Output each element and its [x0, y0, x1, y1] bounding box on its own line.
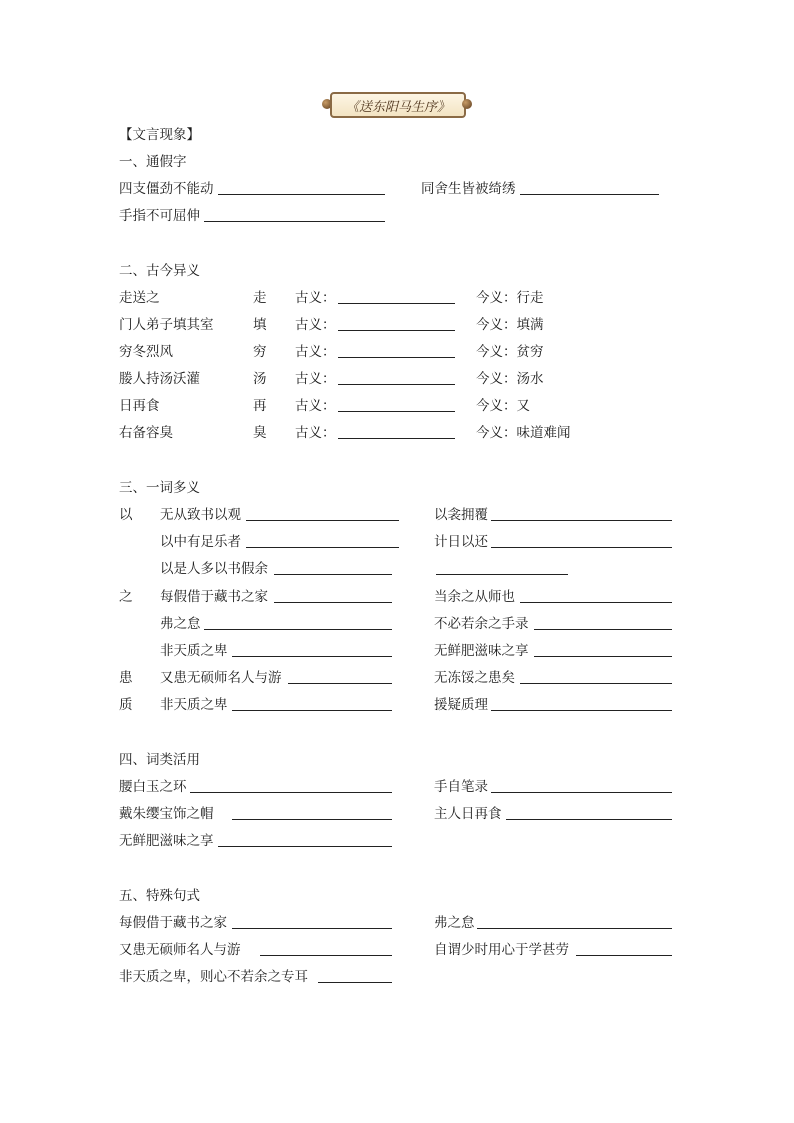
answer-blank[interactable]	[232, 656, 392, 657]
answer-blank[interactable]	[338, 438, 455, 439]
jin-meaning: 今义：又	[476, 398, 530, 414]
answer-blank[interactable]	[491, 710, 672, 711]
answer-blank[interactable]	[520, 683, 672, 684]
answer-blank[interactable]	[204, 629, 392, 630]
gujin-phrase: 右备容臭	[119, 425, 173, 441]
cilei-item: 戴朱缨宝饰之帽	[119, 806, 214, 822]
answer-blank[interactable]	[338, 384, 455, 385]
answer-blank[interactable]	[232, 710, 392, 711]
yici-item: 以中有足乐者	[160, 534, 241, 550]
yici-head-char: 质	[119, 697, 133, 713]
answer-blank[interactable]	[246, 547, 399, 548]
cilei-item: 手自笔录	[434, 779, 488, 795]
gujin-char: 填	[253, 317, 267, 333]
gujin-phrase: 媵人持汤沃灌	[119, 371, 200, 387]
yici-item: 以衾拥覆	[434, 507, 488, 523]
answer-blank[interactable]	[477, 928, 672, 929]
gu-label: 古义：	[295, 317, 336, 333]
gujin-phrase: 穷冬烈风	[119, 344, 173, 360]
tongjia-item: 四支僵劲不能动	[119, 181, 214, 197]
yici-item: 每假借于藏书之家	[160, 589, 268, 605]
answer-blank[interactable]	[506, 819, 672, 820]
answer-blank[interactable]	[520, 602, 672, 603]
answer-blank[interactable]	[576, 955, 672, 956]
answer-blank[interactable]	[491, 792, 672, 793]
gujin-phrase: 门人弟子填其室	[119, 317, 214, 333]
gu-label: 古义：	[295, 290, 336, 306]
banner-right-ornament	[462, 99, 472, 109]
answer-blank[interactable]	[436, 574, 568, 575]
yici-item: 非天质之卑	[160, 643, 228, 659]
page-title: 《送东阳马生序》	[330, 92, 466, 118]
answer-blank[interactable]	[274, 574, 392, 575]
yici-head-char: 以	[119, 507, 133, 523]
yici-item: 无从致书以观	[160, 507, 241, 523]
section-heading-yici: 三、一词多义	[119, 480, 200, 496]
yici-item: 又患无硕师名人与游	[160, 670, 282, 686]
jin-meaning: 今义：填满	[476, 317, 544, 333]
answer-blank[interactable]	[534, 629, 672, 630]
answer-blank[interactable]	[204, 221, 385, 222]
gu-label: 古义：	[295, 344, 336, 360]
answer-blank[interactable]	[520, 194, 659, 195]
gu-label: 古义：	[295, 425, 336, 441]
jin-meaning: 今义：行走	[476, 290, 544, 306]
section-heading-tongjia: 一、通假字	[119, 154, 187, 170]
gu-label: 古义：	[295, 371, 336, 387]
yici-item: 以是人多以书假余	[160, 561, 268, 577]
section-heading-gujin: 二、古今异义	[119, 263, 200, 279]
answer-blank[interactable]	[218, 846, 392, 847]
section-heading-teshu: 五、特殊句式	[119, 888, 200, 904]
gujin-phrase: 走送之	[119, 290, 160, 306]
answer-blank[interactable]	[190, 792, 392, 793]
jin-meaning: 今义：贫穷	[476, 344, 544, 360]
gujin-char: 臭	[253, 425, 267, 441]
teshu-item: 自谓少时用心于学甚劳	[434, 942, 569, 958]
teshu-item: 每假借于藏书之家	[119, 915, 227, 931]
answer-blank[interactable]	[246, 520, 399, 521]
teshu-item: 非天质之卑，则心不若余之专耳	[119, 969, 308, 985]
answer-blank[interactable]	[218, 194, 385, 195]
answer-blank[interactable]	[274, 602, 392, 603]
gujin-char: 穷	[253, 344, 267, 360]
answer-blank[interactable]	[338, 411, 455, 412]
gujin-char: 再	[253, 398, 267, 414]
yici-item: 弗之怠	[160, 616, 201, 632]
answer-blank[interactable]	[232, 819, 392, 820]
gujin-char: 汤	[253, 371, 267, 387]
answer-blank[interactable]	[338, 330, 455, 331]
yici-item: 援疑质理	[434, 697, 488, 713]
tongjia-item: 手指不可屈伸	[119, 208, 200, 224]
jin-meaning: 今义：味道难闻	[476, 425, 571, 441]
teshu-item: 弗之怠	[434, 915, 475, 931]
section-heading-cilei: 四、词类活用	[119, 752, 200, 768]
yici-head-char: 之	[119, 589, 133, 605]
cilei-item: 腰白玉之环	[119, 779, 187, 795]
answer-blank[interactable]	[491, 547, 672, 548]
answer-blank[interactable]	[534, 656, 672, 657]
answer-blank[interactable]	[288, 683, 392, 684]
gu-label: 古义：	[295, 398, 336, 414]
yici-item: 无鲜肥滋味之享	[434, 643, 529, 659]
gujin-phrase: 日再食	[119, 398, 160, 414]
yici-item: 无冻馁之患矣	[434, 670, 515, 686]
cilei-item: 无鲜肥滋味之享	[119, 833, 214, 849]
yici-item: 不必若余之手录	[434, 616, 529, 632]
tongjia-item: 同舍生皆被绮绣	[421, 181, 516, 197]
answer-blank[interactable]	[260, 955, 392, 956]
yici-head-char: 患	[119, 670, 133, 686]
answer-blank[interactable]	[318, 982, 392, 983]
yici-item: 非天质之卑	[160, 697, 228, 713]
gujin-char: 走	[253, 290, 267, 306]
cilei-item: 主人日再食	[434, 806, 502, 822]
answer-blank[interactable]	[232, 928, 392, 929]
answer-blank[interactable]	[491, 520, 672, 521]
answer-blank[interactable]	[338, 303, 455, 304]
teshu-item: 又患无硕师名人与游	[119, 942, 241, 958]
category-header: 【文言现象】	[119, 127, 200, 143]
yici-item: 计日以还	[434, 534, 488, 550]
answer-blank[interactable]	[338, 357, 455, 358]
yici-item: 当余之从师也	[434, 589, 515, 605]
jin-meaning: 今义：汤水	[476, 371, 544, 387]
